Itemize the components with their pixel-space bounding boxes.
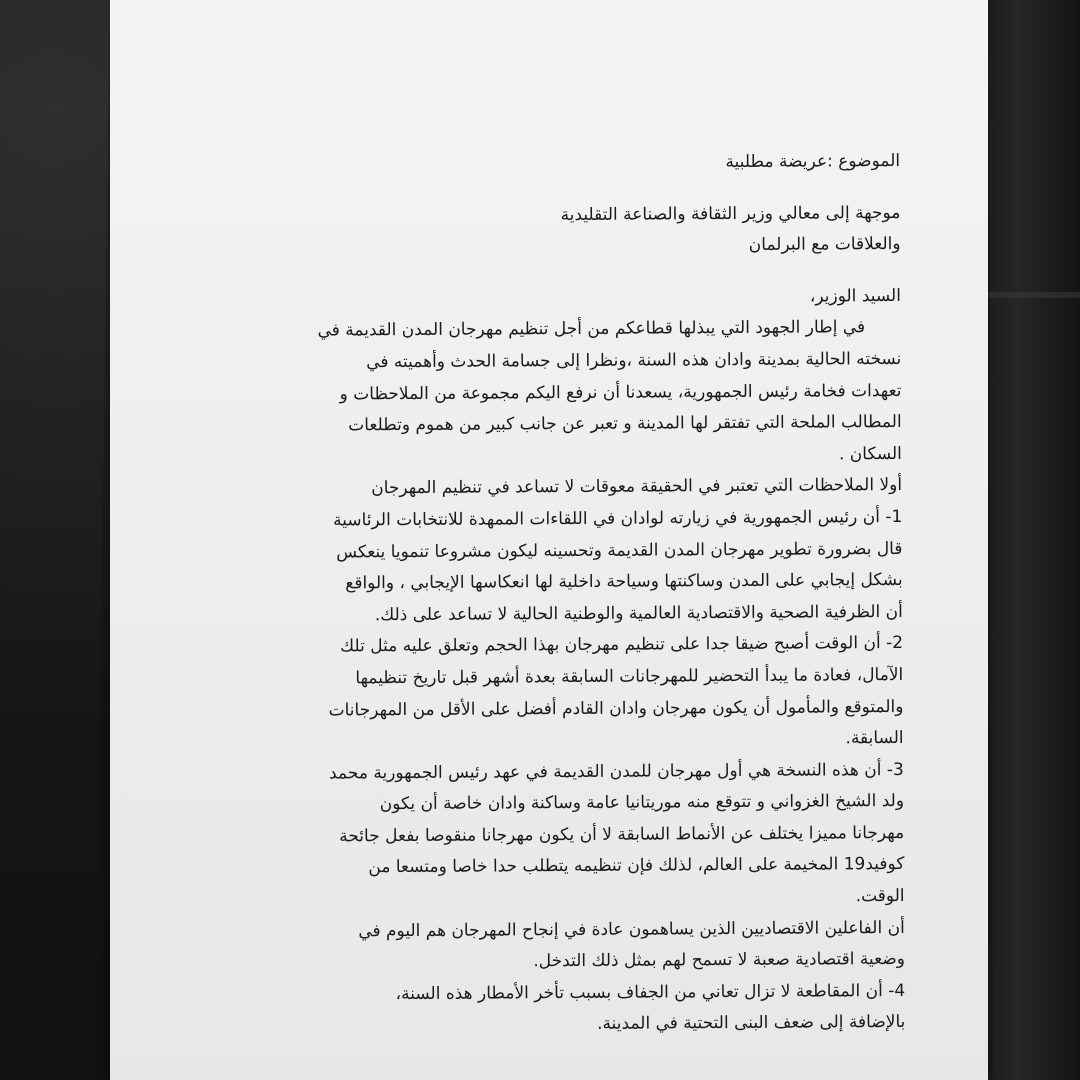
paragraph-line: 4- أن المقاطعة لا تزال تعاني من الجفاف بسبب تأخر الأمطار هذه السنة، [395, 980, 906, 1004]
paragraph-line: في إطار الجهود التي يبذلها قطاعكم من أجل تنظيم مهرجان المدن القديمة في [317, 317, 866, 341]
leather-background-right [975, 0, 1080, 1080]
point-3-continuation [205, 913, 905, 980]
paragraph-line: 1- أن رئيس الجمهورية في زيارته لوادان في اللقاءات الممهدة للانتخابات الرئاسية [333, 506, 903, 531]
paragraph-line: بالإضافة إلى ضعف البنى التحتية في المدينة. [597, 1012, 906, 1035]
intro-paragraph [201, 312, 902, 474]
point-4 [205, 976, 905, 1043]
paragraph-line: 3- أن هذه النسخة هي أول مهرجان للمدن القديمة في عهد رئيس الجمهورية محمد [329, 759, 904, 784]
section-heading: أولا الملاحظات التي تعتبر في الحقيقة معوقات لا تساعد في تنظيم المهرجان [371, 475, 903, 499]
letter-body [200, 146, 905, 1043]
paragraph-line: السكان . [838, 443, 902, 465]
paragraph-line: الآمال، فعادة ما يبدأ التحضير للمهرجانات السابقة بعدة أشهر قبل تاريخ تنظيمها [355, 664, 904, 689]
paragraph-line: السابقة. [845, 728, 904, 749]
paragraph-line: نسخته الحالية بمدينة وادان هذه السنة ،ونظرا إلى جسامة الحدث وأهميته في [366, 348, 902, 373]
paragraph-line: والمتوقع والمأمول أن يكون مهرجان وادان القادم أفضل على الأقل من المهرجانات [328, 696, 904, 721]
paragraph-line: مهرجانا مميزا يختلف عن الأنماط السابقة لا أن يكون مهرجانا منقوصا بفعل جائحة [339, 822, 905, 847]
point-2 [203, 628, 904, 759]
paragraph-line: الوقت. [855, 886, 905, 907]
recipient-line: والعلاقات مع البرلمان [748, 234, 901, 256]
paragraph-line: وضعية اقتصادية صعبة لا تسمح لهم بمثل ذلك التدخل. [533, 949, 906, 972]
letter-recipient [200, 198, 900, 265]
paragraph-line: تعهدات فخامة رئيس الجمهورية، يسعدنا أن نرفع اليكم مجموعة من الملاحظات و [339, 380, 902, 404]
letter-salutation: السيد الوزير، [809, 285, 901, 307]
paragraph-line: بشكل إيجابي على المدن وساكنتها وسياحة داخلية لها انعكاسها الإيجابي ، والواقع [345, 570, 903, 594]
point-1 [202, 502, 903, 633]
paragraph-line: 2- أن الوقت أصبح ضيقا جدا على تنظيم مهرجان بهذا الحجم وتعلق عليه مثل تلك [340, 633, 904, 657]
paragraph-line: أن الظرفية الصحية والاقتصادية العالمية والوطنية الحالية لا تساعد على ذلك. [374, 601, 903, 625]
letter-subject: الموضوع :عريضة مطلبية [725, 150, 901, 173]
paragraph-line: كوفيد19 المخيمة على العالم، لذلك فإن تنظيمه يتطلب حدا خاصا ومتسعا من [368, 854, 905, 878]
recipient-line: موجهة إلى معالي وزير الثقافة والصناعة التقليدية [560, 202, 901, 225]
point-3 [204, 755, 905, 917]
paragraph-line: قال بضرورة تطوير مهرجان المدن القديمة وتحسينه ليكون مشروعا تنمويا ينعكس [336, 538, 903, 562]
paragraph-line: المطالب الملحة التي تفتقر لها المدينة و تعبر عن جانب كبير من هموم وتطلعات [348, 412, 902, 436]
background-seam [982, 292, 1080, 298]
paragraph-line: ولد الشيخ الغزواني و تتوقع منه موريتانيا عامة وساكنة وادان خاصة أن يكون [379, 791, 905, 815]
paragraph-line: أن الفاعلين الاقتصاديين الذين يساهمون عادة في إنجاح المهرجان هم اليوم في [358, 917, 905, 941]
